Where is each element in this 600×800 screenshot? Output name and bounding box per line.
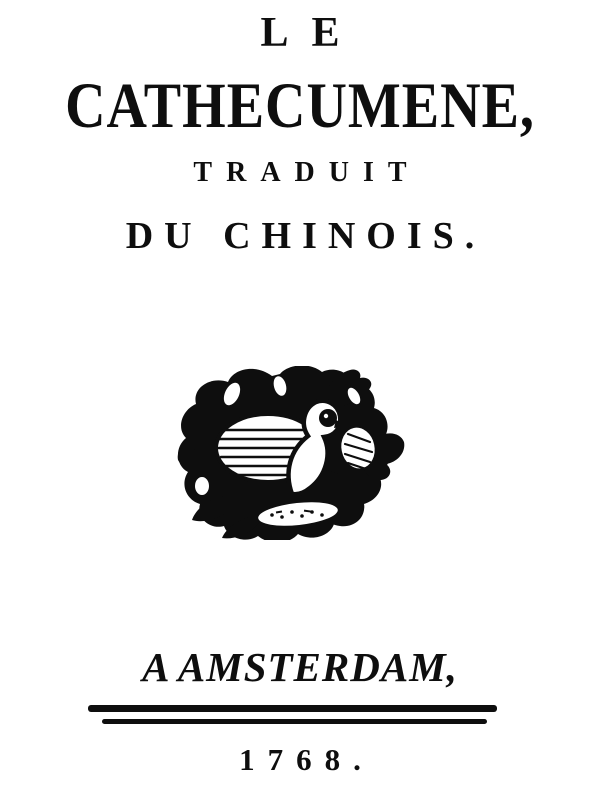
title-subtitle-line2: DU CHINOIS. <box>125 215 486 257</box>
woodcut-vignette-icon <box>176 366 406 540</box>
imprint-rule-bottom <box>102 719 487 724</box>
title-main: CATHECUMENE, <box>65 70 535 142</box>
imprint-rule-top <box>88 705 497 712</box>
title-subtitle-line1: TRADUIT <box>193 157 421 188</box>
title-article: LE <box>260 10 363 56</box>
imprint-place: A AMSTERDAM, <box>142 644 458 690</box>
imprint-year: 1768. <box>239 742 374 777</box>
